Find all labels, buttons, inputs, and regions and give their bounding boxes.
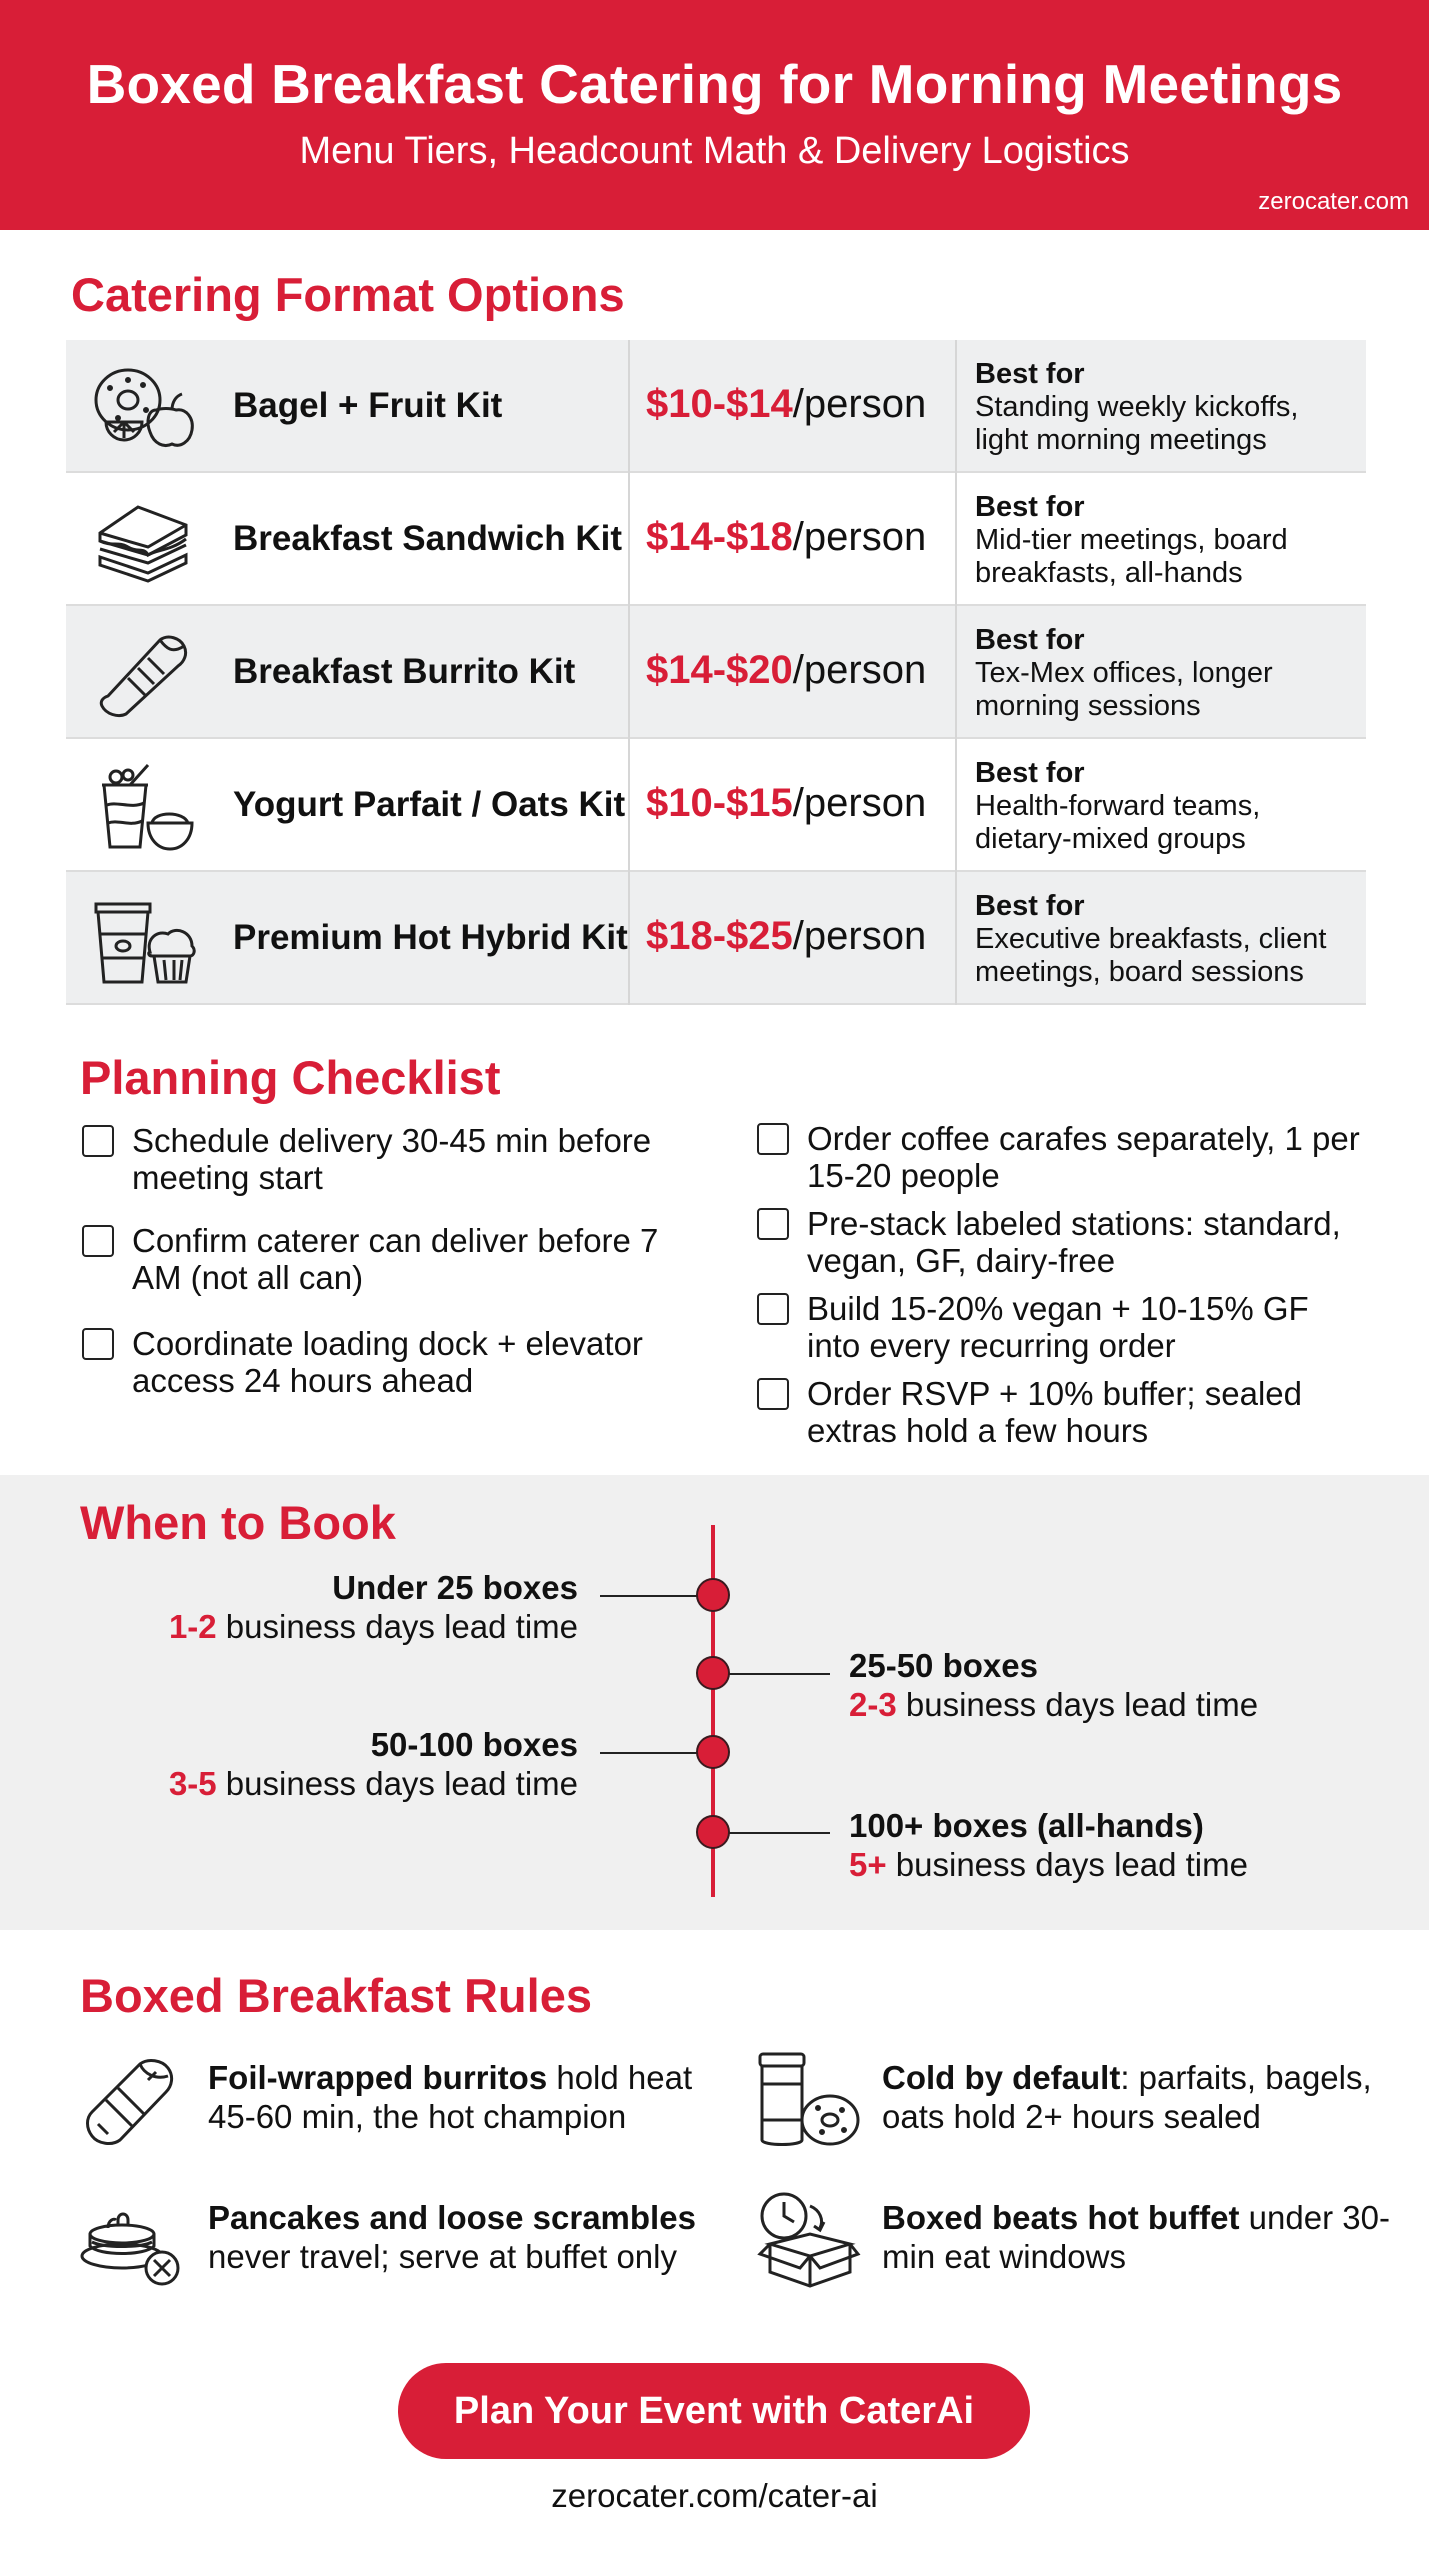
- format-table: [66, 340, 1366, 1005]
- table-row: [66, 340, 1366, 473]
- cta-link[interactable]: zerocater.com/cater-ai: [551, 2477, 878, 2514]
- booking-item: 100+ boxes (all-hands) 5+ business days lead time: [849, 1807, 1248, 1883]
- checklist-title: Planning Checklist: [80, 1051, 501, 1104]
- table-row: [66, 473, 1366, 606]
- timeline-dot: [696, 1578, 730, 1612]
- format-best-for: Best for Health-forward teams, dietary-mixed groups: [975, 757, 1261, 855]
- formats-title: Catering Format Options: [71, 268, 625, 321]
- booking-item: 25-50 boxes 2-3 business days lead time: [849, 1647, 1259, 1723]
- parfait-icon: [88, 759, 198, 854]
- jar-bagel-icon: [752, 2050, 862, 2150]
- checkbox[interactable]: [757, 1378, 789, 1410]
- table-row: [66, 606, 1366, 739]
- no-pancakes-icon: [78, 2190, 188, 2290]
- checkbox[interactable]: [82, 1328, 114, 1360]
- booking-title: When to Book: [80, 1496, 396, 1549]
- format-best-for: Best for Executive breakfasts, client meetings, board sessions: [975, 890, 1327, 988]
- table-row: [66, 739, 1366, 872]
- format-price: $18-$25/person: [646, 914, 927, 958]
- table-row: [66, 872, 1366, 1005]
- format-name: Bagel + Fruit Kit: [233, 386, 503, 425]
- timeline-dot: [696, 1815, 730, 1849]
- checkbox[interactable]: [82, 1125, 114, 1157]
- site-link[interactable]: zerocater.com: [1258, 188, 1409, 215]
- foil-burrito-icon: [78, 2050, 188, 2150]
- header-banner: [0, 0, 1429, 230]
- rules-title: Boxed Breakfast Rules: [80, 1969, 592, 2022]
- format-best-for: Best for Mid-tier meetings, board breakfasts, all-hands: [975, 491, 1288, 589]
- plan-event-button[interactable]: Plan Your Event with CaterAi: [398, 2363, 1030, 2459]
- format-best-for: Best for Tex-Mex offices, longer morning sessions: [975, 624, 1273, 722]
- format-price: $10-$15/person: [646, 781, 927, 825]
- burrito-icon: [88, 626, 198, 721]
- format-price: $10-$14/person: [646, 382, 927, 426]
- checkbox[interactable]: [757, 1208, 789, 1240]
- format-name: Yogurt Parfait / Oats Kit: [233, 785, 626, 824]
- timeline-dot: [696, 1735, 730, 1769]
- clock-box-icon: [752, 2190, 862, 2290]
- sandwich-icon: [88, 493, 198, 588]
- page-subtitle: Menu Tiers, Headcount Math & Delivery Logistics: [299, 130, 1130, 172]
- format-price: $14-$20/person: [646, 648, 927, 692]
- checkbox[interactable]: [757, 1293, 789, 1325]
- bagel-fruit-icon: [88, 360, 198, 455]
- timeline-dot: [696, 1656, 730, 1690]
- format-name: Premium Hot Hybrid Kit: [233, 918, 628, 957]
- checkbox[interactable]: [82, 1225, 114, 1257]
- coffee-muffin-icon: [88, 892, 198, 987]
- format-name: Breakfast Sandwich Kit: [233, 519, 622, 558]
- booking-item: Under 25 boxes 1-2 business days lead time: [168, 1569, 578, 1645]
- format-price: $14-$18/person: [646, 515, 927, 559]
- page-title: Boxed Breakfast Catering for Morning Meetings: [86, 53, 1343, 115]
- checkbox[interactable]: [757, 1123, 789, 1155]
- booking-item: 50-100 boxes 3-5 business days lead time: [168, 1726, 578, 1802]
- format-name: Breakfast Burrito Kit: [233, 652, 576, 691]
- format-best-for: Best for Standing weekly kickoffs, light morning meetings: [975, 358, 1299, 456]
